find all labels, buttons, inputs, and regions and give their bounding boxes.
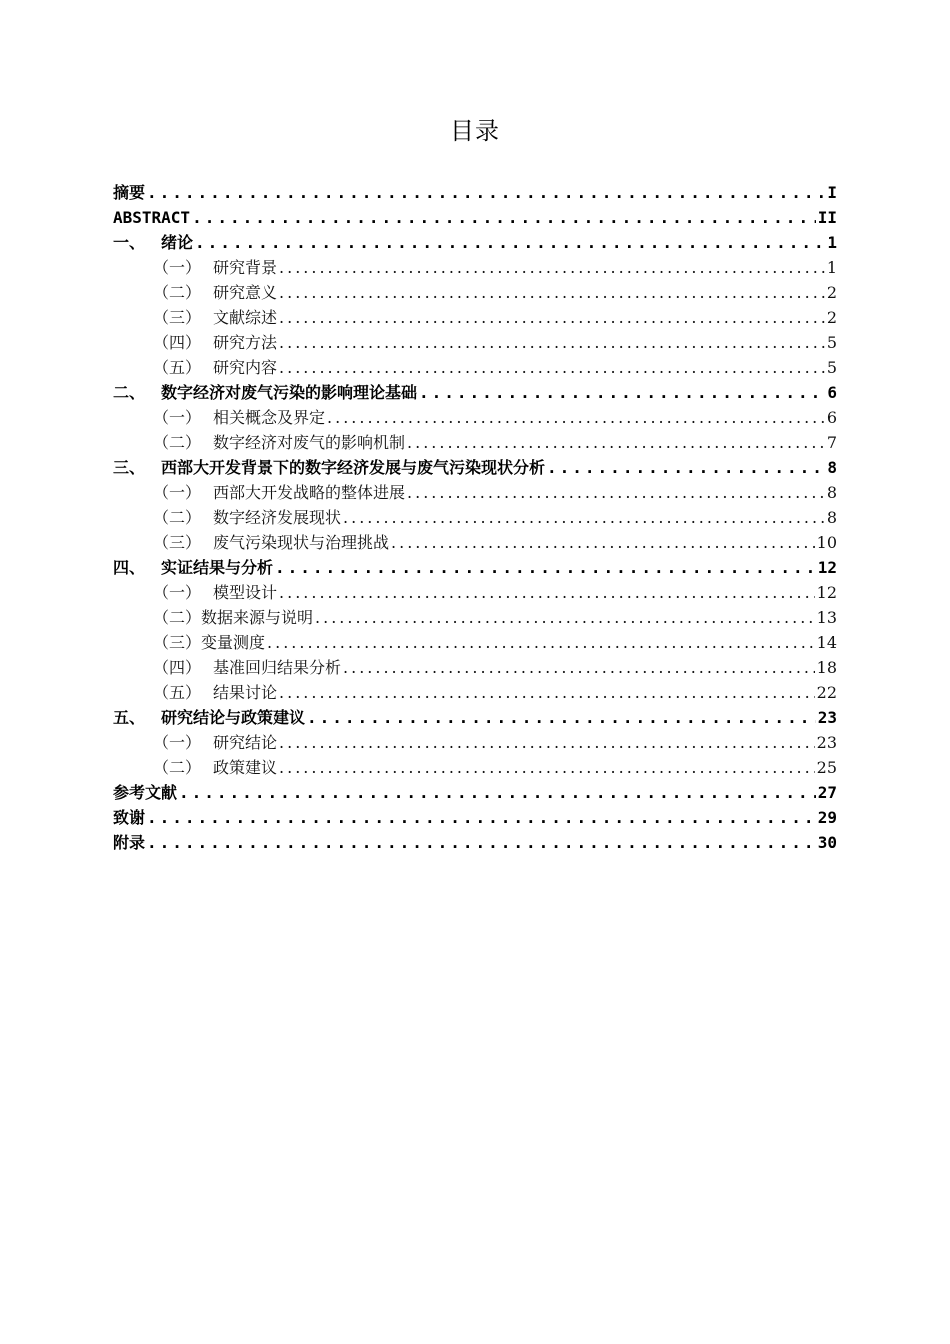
dot-leader	[267, 630, 815, 655]
toc-entry-number: （五）	[153, 358, 202, 377]
toc-entry[interactable]	[113, 680, 837, 705]
toc-entry-number: 四、	[113, 558, 146, 577]
toc-entry-label: 数字经济发展现状	[213, 508, 342, 527]
toc-entry-page-number: 10	[816, 533, 837, 552]
toc-entry-page-number: 1	[826, 258, 837, 277]
dot-leader	[343, 505, 825, 530]
toc-entry-number: （一）	[153, 733, 202, 752]
dot-leader	[315, 605, 815, 630]
toc-entry-page-number: 30	[817, 833, 837, 852]
toc-entry[interactable]	[113, 580, 837, 605]
toc-entry-number: （一）	[153, 583, 202, 602]
dot-leader	[547, 455, 825, 480]
toc-entry-page-number: 29	[817, 808, 837, 827]
toc-entry-page-number: 7	[826, 433, 837, 452]
toc-entry-number: 一、	[113, 233, 146, 252]
dot-leader	[279, 680, 815, 705]
dot-leader	[391, 530, 815, 555]
dot-leader	[179, 780, 816, 805]
dot-leader	[327, 405, 825, 430]
toc-entry-number: （五）	[153, 683, 202, 702]
dot-leader	[279, 280, 825, 305]
dot-leader	[147, 180, 825, 205]
toc-entry-number: 五、	[113, 708, 146, 727]
toc-entry-label: 研究内容	[213, 358, 278, 377]
toc-entry[interactable]	[113, 255, 837, 280]
toc-entry-label: 数字经济对废气污染的影响理论基础	[161, 383, 418, 402]
toc-entry[interactable]	[113, 480, 837, 505]
toc-entry[interactable]	[113, 505, 837, 530]
toc-entry-number: （一）	[153, 258, 202, 277]
toc-entry-number: （二）	[153, 758, 202, 777]
toc-entry[interactable]	[113, 380, 837, 405]
toc-entry-page-number: 27	[817, 783, 837, 802]
toc-entry-page-number: 23	[817, 708, 837, 727]
toc-entry[interactable]	[113, 180, 837, 205]
toc-entry-label: 研究结论	[213, 733, 278, 752]
dot-leader	[279, 255, 825, 280]
toc-entry-number: 二、	[113, 383, 146, 402]
toc-entry-page-number: 8	[826, 483, 837, 502]
toc-entry-label: 废气污染现状与治理挑战	[213, 533, 390, 552]
toc-entry[interactable]	[113, 805, 837, 830]
toc-entry[interactable]	[113, 780, 837, 805]
toc-entry[interactable]	[113, 755, 837, 780]
toc-entry-label: 研究背景	[213, 258, 278, 277]
toc-entry-page-number: 5	[826, 358, 837, 377]
toc-entry-label: 数字经济对废气的影响机制	[213, 433, 406, 452]
toc-entry[interactable]	[113, 730, 837, 755]
toc-entry-label: 参考文献	[113, 783, 178, 802]
toc-entry[interactable]	[113, 530, 837, 555]
toc-entry-page-number: 8	[826, 508, 837, 527]
toc-entry-page-number: 6	[826, 408, 837, 427]
toc-entry-label: 相关概念及界定	[213, 408, 326, 427]
toc-entry-page-number: 8	[827, 458, 837, 477]
toc-entry-label: 结果讨论	[213, 683, 278, 702]
toc-entry-label: 绪论	[161, 233, 194, 252]
toc-entry-number: （二）	[153, 608, 202, 627]
toc-entry[interactable]	[113, 405, 837, 430]
dot-leader	[275, 555, 816, 580]
dot-leader	[192, 205, 816, 230]
toc-entry-label: 致谢	[113, 808, 146, 827]
toc-entry-page-number: 25	[816, 758, 837, 777]
toc-entry[interactable]	[113, 555, 837, 580]
dot-leader	[407, 430, 825, 455]
toc-entry-page-number: I	[827, 183, 837, 202]
toc-entry-number: （四）	[153, 333, 202, 352]
toc-entry[interactable]	[113, 655, 837, 680]
dot-leader	[279, 355, 825, 380]
dot-leader	[419, 380, 825, 405]
toc-entry[interactable]	[113, 430, 837, 455]
toc-entry-number: 三、	[113, 458, 146, 477]
dot-leader	[279, 755, 815, 780]
toc-entry-page-number: 2	[826, 308, 837, 327]
dot-leader	[307, 705, 816, 730]
dot-leader	[279, 580, 815, 605]
dot-leader	[195, 230, 825, 255]
toc-entry-label: 变量测度	[201, 633, 266, 652]
dot-leader	[407, 480, 825, 505]
toc-entry-label: 附录	[113, 833, 146, 852]
toc-entry[interactable]	[113, 230, 837, 255]
toc-entry[interactable]	[113, 205, 837, 230]
page-title: 目录	[450, 117, 500, 145]
toc-entry-label: 研究意义	[213, 283, 278, 302]
toc-entry-label: 数据来源与说明	[201, 608, 314, 627]
toc-entry-page-number: 18	[816, 658, 837, 677]
dot-leader	[147, 805, 816, 830]
toc-entry-number: （三）	[153, 633, 202, 652]
toc-entry-number: （一）	[153, 483, 202, 502]
toc-entry-label: 研究结论与政策建议	[161, 708, 306, 727]
toc-entry-page-number: 5	[826, 333, 837, 352]
toc-entry-page-number: 6	[827, 383, 837, 402]
dot-leader	[147, 830, 816, 855]
dot-leader	[279, 305, 825, 330]
toc-entry[interactable]	[113, 705, 837, 730]
toc-entry[interactable]	[113, 280, 837, 305]
toc-entry[interactable]	[113, 355, 837, 380]
dot-leader	[279, 730, 815, 755]
toc-entry-number: （二）	[153, 508, 202, 527]
toc-entry[interactable]	[113, 630, 837, 655]
toc-entry-number: （三）	[153, 533, 202, 552]
toc-entry-page-number: 12	[816, 583, 837, 602]
toc-entry-page-number: 14	[816, 633, 837, 652]
toc-entry-label: 模型设计	[213, 583, 278, 602]
toc-entry-number: （二）	[153, 283, 202, 302]
toc-entry-number: （四）	[153, 658, 202, 677]
toc-entry-page-number: 13	[816, 608, 837, 627]
toc-entry-label: 研究方法	[213, 333, 278, 352]
toc-entry-page-number: 12	[817, 558, 837, 577]
toc-entry-number: （三）	[153, 308, 202, 327]
dot-leader	[343, 655, 815, 680]
toc-entry[interactable]	[113, 605, 837, 630]
toc-entry-label: 西部大开发战略的整体进展	[213, 483, 406, 502]
toc-entry-number: （一）	[153, 408, 202, 427]
toc-entry-label: 摘要	[113, 183, 146, 202]
toc-entry-label: 基准回归结果分析	[213, 658, 342, 677]
toc-entry-page-number: 2	[826, 283, 837, 302]
toc-entry[interactable]	[113, 455, 837, 480]
toc-entry-label: 西部大开发背景下的数字经济发展与废气污染现状分析	[161, 458, 546, 477]
toc-entry-label: 文献综述	[213, 308, 278, 327]
toc-entry[interactable]	[113, 305, 837, 330]
toc-entry-page-number: II	[817, 208, 837, 227]
toc-entry[interactable]	[113, 830, 837, 855]
toc-entry-page-number: 23	[816, 733, 837, 752]
toc-entry-page-number: 1	[827, 233, 837, 252]
toc-entry-label: ABSTRACT	[113, 208, 191, 227]
dot-leader	[279, 330, 825, 355]
table-of-contents	[113, 180, 837, 855]
toc-entry-label: 实证结果与分析	[161, 558, 274, 577]
toc-entry-page-number: 22	[816, 683, 837, 702]
toc-entry-label: 政策建议	[213, 758, 278, 777]
toc-entry[interactable]	[113, 330, 837, 355]
toc-entry-number: （二）	[153, 433, 202, 452]
